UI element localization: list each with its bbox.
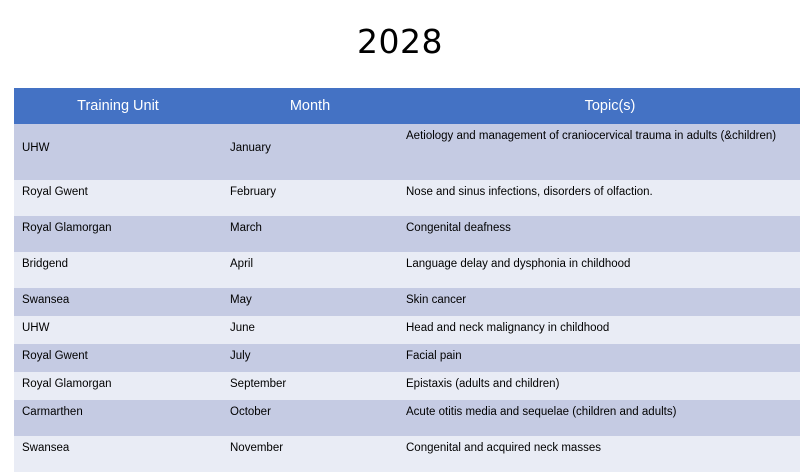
cell-training-unit: Royal Gwent bbox=[14, 344, 222, 372]
table-row bbox=[14, 216, 800, 252]
cell-topic: Epistaxis (adults and children) bbox=[398, 372, 800, 400]
table-row bbox=[14, 372, 800, 400]
cell-topic: Head and neck malignancy in childhood bbox=[398, 316, 800, 344]
cell-topic: Aetiology and management of craniocervical trauma in adults (&children) bbox=[398, 124, 800, 180]
cell-topic: Facial pain bbox=[398, 344, 800, 372]
cell-month: July bbox=[222, 344, 398, 372]
table-row bbox=[14, 316, 800, 344]
table-row bbox=[14, 436, 800, 472]
cell-month: May bbox=[222, 288, 398, 316]
table-row bbox=[14, 344, 800, 372]
cell-training-unit: Royal Glamorgan bbox=[14, 372, 222, 400]
page-title: 2028 bbox=[357, 22, 443, 61]
cell-month: January bbox=[222, 124, 398, 180]
column-header-topics: Topic(s) bbox=[398, 88, 800, 124]
cell-topic: Acute otitis media and sequelae (children and adults) bbox=[398, 400, 800, 436]
table-row bbox=[14, 252, 800, 288]
cell-training-unit: Swansea bbox=[14, 436, 222, 472]
cell-month: June bbox=[222, 316, 398, 344]
table-row bbox=[14, 400, 800, 436]
table-row bbox=[14, 180, 800, 216]
cell-training-unit: UHW bbox=[14, 316, 222, 344]
cell-month: March bbox=[222, 216, 398, 252]
table-row bbox=[14, 288, 800, 316]
column-header-month: Month bbox=[222, 88, 398, 124]
cell-training-unit: Carmarthen bbox=[14, 400, 222, 436]
cell-training-unit: Bridgend bbox=[14, 252, 222, 288]
cell-month: November bbox=[222, 436, 398, 472]
cell-training-unit: UHW bbox=[14, 124, 222, 180]
cell-month: February bbox=[222, 180, 398, 216]
cell-topic: Skin cancer bbox=[398, 288, 800, 316]
cell-training-unit: Royal Glamorgan bbox=[14, 216, 222, 252]
cell-topic: Nose and sinus infections, disorders of olfaction. bbox=[398, 180, 800, 216]
column-header-training-unit: Training Unit bbox=[14, 88, 222, 124]
cell-month: April bbox=[222, 252, 398, 288]
table-row bbox=[14, 124, 800, 180]
cell-month: September bbox=[222, 372, 398, 400]
cell-topic: Congenital deafness bbox=[398, 216, 800, 252]
table-header-row bbox=[14, 88, 800, 124]
cell-month: October bbox=[222, 400, 398, 436]
cell-topic: Language delay and dysphonia in childhood bbox=[398, 252, 800, 288]
table-header bbox=[14, 88, 800, 124]
schedule-table bbox=[14, 88, 800, 472]
schedule-table-container bbox=[14, 88, 786, 472]
cell-topic: Congenital and acquired neck masses bbox=[398, 436, 800, 472]
cell-training-unit: Swansea bbox=[14, 288, 222, 316]
cell-training-unit: Royal Gwent bbox=[14, 180, 222, 216]
slide bbox=[0, 22, 800, 472]
table-body bbox=[14, 124, 800, 472]
